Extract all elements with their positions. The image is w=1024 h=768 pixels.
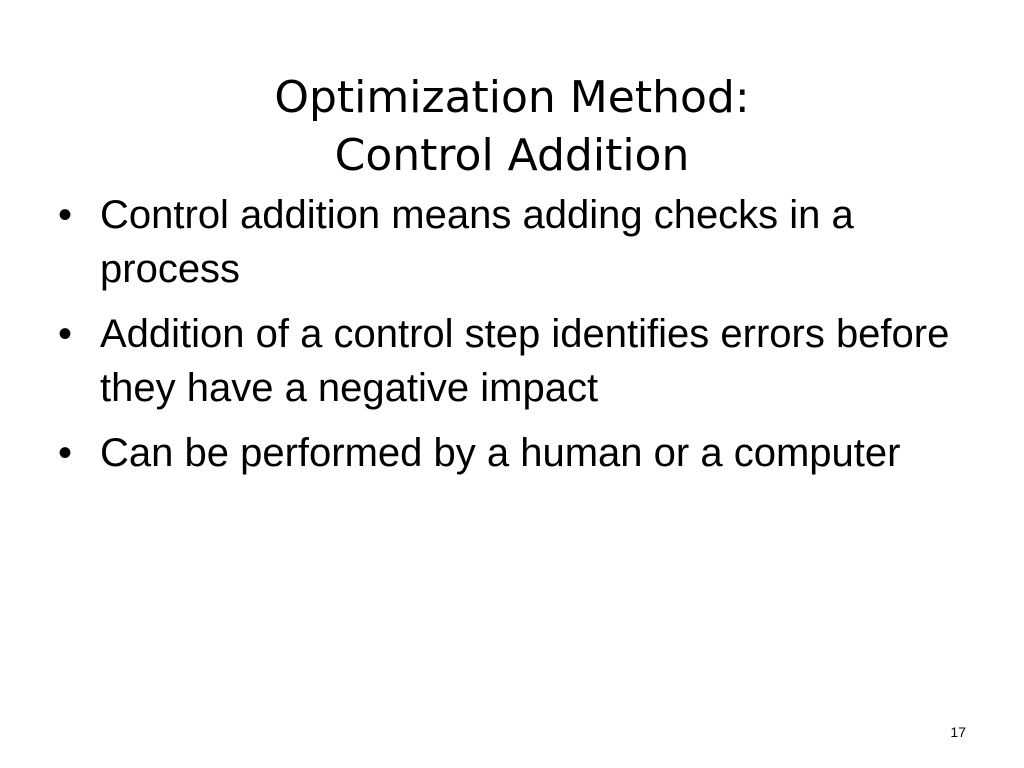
slide-title-line-1: Optimization Method: [274, 72, 750, 124]
bullet-text: Can be performed by a human or a computer [100, 431, 901, 475]
bullet-text: Addition of a control step identifies errors before they have a negative impact [100, 312, 950, 410]
bullet-item-control-step [58, 307, 978, 415]
bullet-marker: • [58, 193, 73, 237]
bullet-item-control-addition [58, 188, 978, 296]
page-number: 17 [950, 724, 966, 740]
bullet-item-human-or-computer [58, 426, 978, 480]
slide-title [0, 69, 1024, 185]
slide-title-line-2: Control Addition [334, 130, 690, 182]
bullet-text: Control addition means adding checks in a process [100, 193, 854, 291]
bullet-list [58, 188, 978, 491]
bullet-marker: • [58, 431, 73, 475]
bullet-marker: • [58, 312, 73, 356]
